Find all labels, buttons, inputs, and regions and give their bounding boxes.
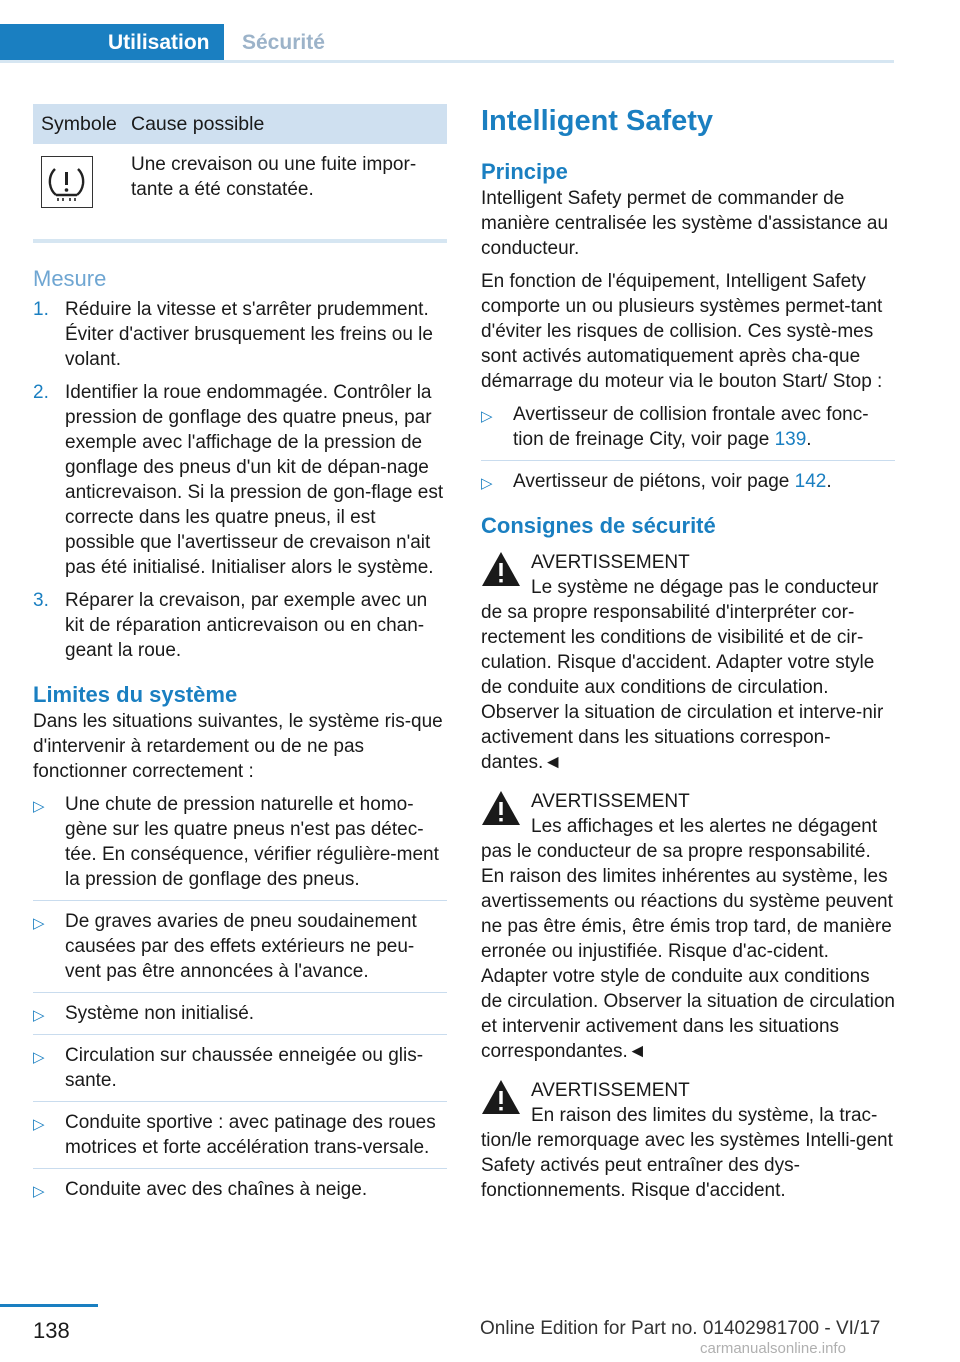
triangle-bullet-icon: ▷ <box>481 475 493 492</box>
header-tabs <box>0 0 894 60</box>
list-item: 3. Réparer la crevaison, par exemple avec un kit de réparation anticrevaison ou en chan-geant la roue. <box>33 590 428 661</box>
warning-title: AVERTISSEMENT <box>531 791 690 812</box>
col-cause-header: Cause possible <box>131 113 265 135</box>
warning-text: pas le conducteur de sa propre responsabilité. En raison des limites inhérentes au système, les avertissements ou réactions du système peuvent ne pas être émis, être émis trop tard, de manière erronée ou injustifiée. Risque d'ac-cident. Adapter votre style de conduite aux conditions de circulation. Observer la situation de circulation et intervenir activement dans les situations correspondantes.◄ <box>481 841 895 1062</box>
triangle-bullet-icon: ▷ <box>33 1049 45 1066</box>
warning-text: de sa propre responsabilité d'interpréter cor-rectement les conditions de visibilité et de cir-culation. Risque d'accident. Adapter votre style de conduite aux conditions de circulation. Observer la situation de circulation et interve-nir activement dans les situations correspon-dantes.◄ <box>481 602 884 773</box>
list-item: ▷ Système non initialisé. <box>33 992 447 1026</box>
list-item: ▷ Circulation sur chaussée enneigée ou glis-sante. <box>33 1034 447 1093</box>
list-item: ▷ Avertisseur de piétons, voir page 142. <box>481 460 895 494</box>
consignes-heading: Consignes de sécurité <box>481 513 716 538</box>
triangle-bullet-icon: ▷ <box>33 1116 45 1133</box>
limites-list <box>33 792 447 1202</box>
tire-pressure-warning-icon <box>41 156 93 208</box>
symbol-table <box>33 104 447 243</box>
principe-paragraph-2: En fonction de l'équipement, Intelligent Safety comporte un ou plusieurs systèmes permet-tant d'éviter les risques de collision. Ces systè-mes sont activés automatiquement après cha-que démarrage du moteur via le bouton Start/ Stop : <box>481 271 883 392</box>
triangle-bullet-icon: ▷ <box>33 1183 45 1200</box>
left-column <box>33 104 447 1210</box>
symbol-table-header <box>33 104 447 144</box>
triangle-bullet-icon: ▷ <box>481 408 493 425</box>
triangle-bullet-icon: ▷ <box>33 1007 45 1024</box>
warning-text-first: Le système ne dégage pas le conducteur <box>531 577 879 598</box>
list-item: 1. Réduire la vitesse et s'arrêter prudemment. Éviter d'activer brusquement les freins ou le volant. <box>33 299 433 370</box>
section-title: Intelligent Safety <box>481 105 714 137</box>
tab-utilisation[interactable]: Utilisation <box>0 24 224 61</box>
page-link-142[interactable]: 142 <box>794 471 827 492</box>
tab-securite[interactable]: Sécurité <box>224 24 894 61</box>
principe-paragraph-1: Intelligent Safety permet de commander de manière centralisée les système d'assistance au conducteur. <box>481 188 889 259</box>
list-item: ▷ Conduite avec des chaînes à neige. <box>33 1168 447 1202</box>
warning-title: AVERTISSEMENT <box>531 552 690 573</box>
warning-block <box>481 550 895 775</box>
symbol-cause-text: Une crevaison ou une fuite impor-tante a été constatée. <box>131 154 417 200</box>
list-item: ▷ Une chute de pression naturelle et homo-gène sur les quatre pneus n'est pas détec-tée. En conséquence, vérifier régulière-ment la pression de gonflage des pneus. <box>33 794 439 890</box>
footer-accent-line <box>0 1304 98 1307</box>
principe-heading: Principe <box>481 159 568 184</box>
page-link-139[interactable]: 139 <box>774 429 807 450</box>
principe-list <box>481 402 895 494</box>
warning-triangle-icon <box>481 550 521 588</box>
warning-text-first: En raison des limites du système, la trac- <box>531 1105 878 1126</box>
list-item: ▷ Conduite sportive : avec patinage des roues motrices et forte accélération trans-versale. <box>33 1101 447 1160</box>
right-column <box>481 104 895 1217</box>
mesure-list <box>33 297 447 663</box>
warning-title: AVERTISSEMENT <box>531 1080 690 1101</box>
col-symbol-header: Symbole <box>41 113 117 135</box>
limites-intro: Dans les situations suivantes, le système ris-que d'intervenir à retardement ou de ne pas fonctionner correctement : <box>33 711 443 782</box>
warning-triangle-icon <box>481 1078 521 1116</box>
list-item: ▷ De graves avaries de pneu soudainement causées par des effets extérieurs ne peu-vent pas être annoncées à l'avance. <box>33 900 447 984</box>
warning-text: tion/le remorquage avec les systèmes Intelli-gent Safety activés peut entraîner des dys-fonctionnements. Risque d'accident. <box>481 1130 893 1201</box>
watermark: carmanualsonline.info <box>700 1340 846 1357</box>
header-divider <box>0 60 894 63</box>
warning-block <box>481 1078 895 1203</box>
list-item: 2. Identifier la roue endommagée. Contrôler la pression de gonflage des quatre pneus, par exemple avec l'affichage de la pression de gonflage des pneus d'un kit de dépan-nage anticrevaison. Si la pression de gon-flage est correcte dans les quatre pneus, il est possible que l'avertisseur de crevaison n'ait pas été initialisé. Initialiser alors le système. <box>33 382 444 578</box>
symbol-table-row <box>33 144 447 224</box>
triangle-bullet-icon: ▷ <box>33 798 45 815</box>
edition-text: Online Edition for Part no. 01402981700 - VI/17 <box>480 1318 881 1339</box>
warning-text-first: Les affichages et les alertes ne dégagent <box>531 816 878 837</box>
list-item: ▷ Avertisseur de collision frontale avec fonc-tion de freinage City, voir page 139. <box>481 404 869 450</box>
limites-heading: Limites du système <box>33 682 238 707</box>
page-number: 138 <box>33 1318 70 1343</box>
warning-block <box>481 789 895 1064</box>
warning-triangle-icon <box>481 789 521 827</box>
mesure-heading: Mesure <box>33 266 107 291</box>
triangle-bullet-icon: ▷ <box>33 915 45 932</box>
